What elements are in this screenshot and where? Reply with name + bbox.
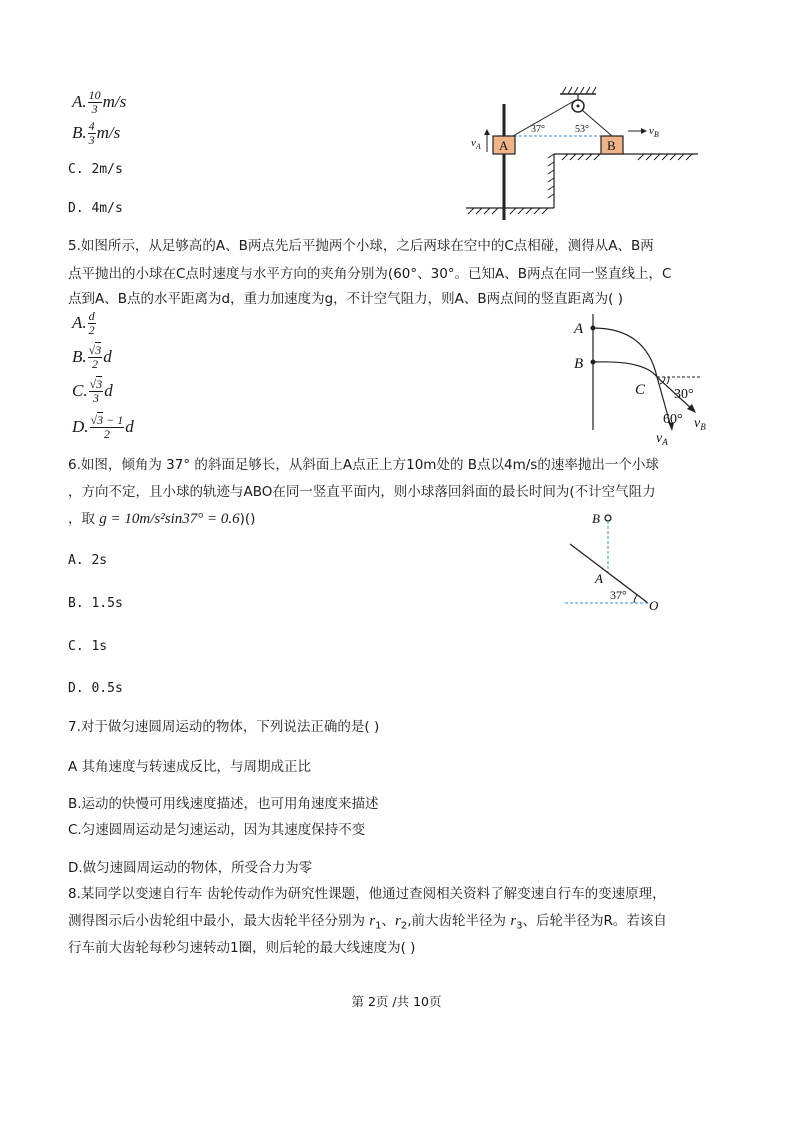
- q4-option-a[interactable]: A. $\frac{10}{3}$ m/s: [72, 87, 127, 116]
- incline: [570, 544, 648, 603]
- q4-option-b-fraction: $\frac{4}{3}$: [88, 118, 95, 147]
- q6-stem-line-3: ，取 g = 10m/s²sin37° = 0.6)(): [68, 511, 256, 527]
- q8-stem-line-2: 测得图示后小齿轮组中最小，最大齿轮半径分别为 $r_1$、$r_2$,前大齿轮半径为 $r_3$、后轮半径为R。若该自: [68, 913, 667, 932]
- vb-label: $v_B$: [649, 125, 659, 139]
- point-a-label: A: [574, 321, 584, 337]
- q5-option-d[interactable]: D. $\frac{√3 - 1}{2}$ d: [72, 412, 134, 441]
- q4-option-d[interactable]: D. 4m/s: [68, 201, 123, 216]
- va-label: $v_A$: [471, 137, 481, 151]
- q8-stem-line-1: 8.某同学以变速自行车 齿轮传动作为研究性课题，他通过查阅相关资料了解变速自行车的变速原理，: [68, 886, 666, 902]
- q5-stem-line-1: 5.如图所示，从足够高的A、B两点先后平抛两个小球，之后两球在空中的C点相碰，测得从A、B两: [68, 238, 654, 254]
- q5-option-a-fraction: $\frac{d}{2}$: [88, 308, 95, 337]
- q6-option-a[interactable]: A. 2s: [68, 553, 108, 568]
- block-a-label: A: [499, 138, 509, 153]
- q4-option-b[interactable]: B. $\frac{4}{3}$ m/s: [72, 118, 121, 147]
- q6-stem-line-2: ，方向不定，且小球的轨迹与ABO在同一竖直平面内，则小球落回斜面的最长时间为(不计空气阻力: [68, 484, 656, 500]
- q4-option-a-fraction: $\frac{10}{3}$: [88, 87, 101, 116]
- block-b-label: B: [607, 138, 616, 153]
- angle-37-label: 37°: [531, 124, 545, 135]
- q5-option-a[interactable]: A. $\frac{d}{2}$: [72, 308, 95, 337]
- q6-option-d[interactable]: D. 0.5s: [68, 681, 123, 696]
- q4-figure: [462, 86, 702, 220]
- va-label: $v_A$: [656, 431, 668, 447]
- q5-option-b-fraction: $\frac{√3}{2}$: [88, 342, 102, 371]
- q6-stem-line-1: 6.如图，倾角为 37° 的斜面足够长，从斜面上A点正上方10m处的 B点以4m/s的速率抛出一个小球: [68, 457, 659, 473]
- q7-option-d[interactable]: D.做匀速圆周运动的物体，所受合力为零: [68, 860, 313, 876]
- angle-60-label: 60°: [663, 412, 683, 427]
- angle-30-label: 30°: [674, 387, 694, 402]
- q7-option-a[interactable]: A 其角速度与转速成反比，与周期成正比: [68, 759, 312, 775]
- point-c-label: C: [635, 382, 646, 398]
- q5-stem-line-2: 点平抛出的小球在C点时速度与水平方向的夹角分别为(60°、30°。已知A、B两点在同一竖直线上，C: [68, 266, 672, 282]
- q6-option-c[interactable]: C. 1s: [68, 639, 108, 654]
- q5-figure: [566, 314, 726, 450]
- q5-stem-line-3: 点到A、B点的水平距离为d，重力加速度为g，不计空气阻力，则A、B两点间的竖直距离为( ): [68, 291, 623, 307]
- q6-figure: [560, 506, 670, 614]
- point-b-dot: [605, 515, 611, 521]
- trajectory-b: [593, 362, 657, 377]
- q5-option-c[interactable]: C. $\frac{√3}{3}$ d: [72, 376, 113, 405]
- q5-option-b[interactable]: B. $\frac{√3}{2}$ d: [72, 342, 112, 371]
- q5-option-c-fraction: $\frac{√3}{3}$: [89, 376, 103, 405]
- angle-53-label: 53°: [575, 124, 589, 135]
- q7-option-b[interactable]: B.运动的快慢可用线速度描述，也可用角速度来描述: [68, 796, 379, 812]
- point-a-label: A: [595, 571, 603, 586]
- q7-stem: 7.对于做匀速圆周运动的物体，下列说法正确的是( ): [68, 719, 380, 735]
- q6-option-b[interactable]: B. 1.5s: [68, 596, 123, 611]
- page-footer: 第 2页 /共 10页: [351, 994, 442, 1009]
- q8-stem-line-3: 行车前大齿轮每秒匀速转动1圈，则后轮的最大线速度为( ): [68, 940, 416, 956]
- q4-option-c[interactable]: C. 2m/s: [68, 162, 123, 177]
- point-o-label: O: [649, 598, 659, 613]
- q7-option-c[interactable]: C.匀速圆周运动是匀速运动，因为其速度保持不变: [68, 822, 366, 838]
- angle-label: 37°: [610, 588, 627, 602]
- point-b-label: B: [574, 356, 584, 372]
- point-b-label: B: [592, 511, 600, 526]
- q5-option-d-fraction: $\frac{√3 - 1}{2}$: [90, 412, 124, 441]
- vb-label: $v_B$: [694, 416, 706, 432]
